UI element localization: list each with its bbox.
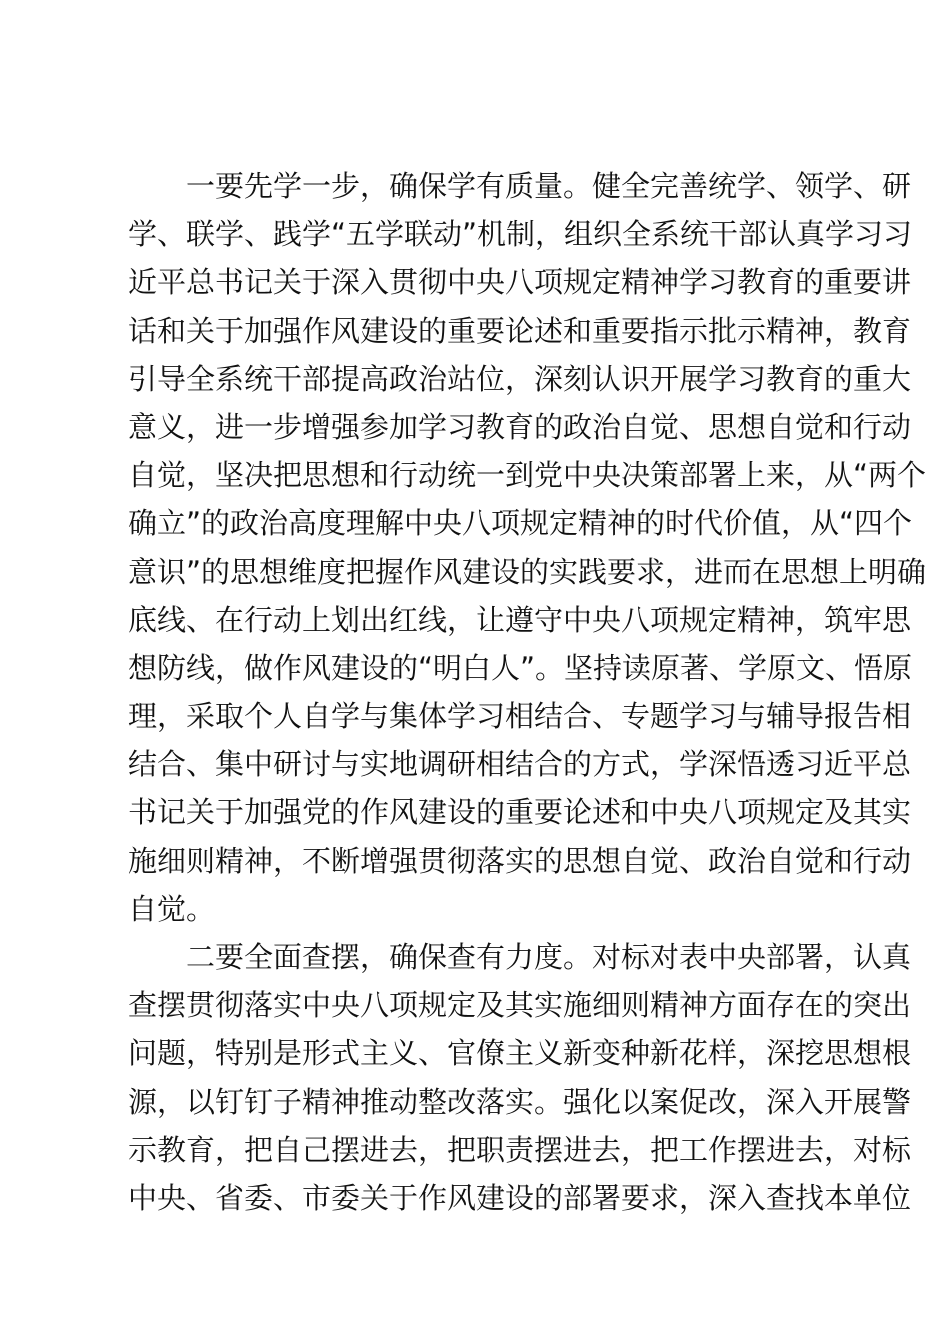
- paragraph-line: 话和关于加强作风建设的重要论述和重要指示批示精神，教育: [128, 313, 912, 348]
- paragraph-line: 自觉，坚决把思想和行动统一到党中央决策部署上来，从“两个: [128, 458, 927, 493]
- paragraph-line: 查摆贯彻落实中央八项规定及其实施细则精神方面存在的突出: [128, 988, 912, 1023]
- paragraph-line: 施细则精神，不断增强贯彻落实的思想自觉、政治自觉和行动: [128, 843, 912, 878]
- paragraph-line: 想防线，做作风建设的“明白人”。坚持读原著、学原文、悟原: [128, 650, 913, 685]
- paragraph-1: [128, 162, 927, 933]
- paragraph-line: 引导全系统干部提高政治站位，深刻认识开展学习教育的重大: [128, 361, 912, 396]
- paragraph-line: 源，以钉钉子精神推动整改落实。强化以案促改，深入开展警: [128, 1084, 912, 1119]
- paragraph-line: 近平总书记关于深入贯彻中央八项规定精神学习教育的重要讲: [128, 265, 912, 300]
- paragraph-line: 意识”的思想维度把握作风建设的实践要求，进而在思想上明确: [128, 554, 927, 589]
- paragraph-line: 底线、在行动上划出红线，让遵守中央八项规定精神，筑牢思: [128, 602, 912, 637]
- paragraph-line: 示教育，把自己摆进去，把职责摆进去，把工作摆进去，对标: [128, 1132, 912, 1167]
- paragraph-line: 意义，进一步增强参加学习教育的政治自觉、思想自觉和行动: [128, 409, 912, 444]
- paragraph-line: 二要全面查摆，确保查有力度。对标对表中央部署，认真: [186, 940, 912, 974]
- paragraph-line: 确立”的政治高度理解中央八项规定精神的时代价值，从“四个: [128, 506, 913, 541]
- paragraph-2: [128, 933, 912, 1222]
- paragraph-line: 结合、集中研讨与实地调研相结合的方式，学深悟透习近平总: [128, 747, 912, 782]
- document-body: [128, 162, 927, 1222]
- paragraph-line: 中央、省委、市委关于作风建设的部署要求，深入查找本单位: [128, 1180, 912, 1215]
- paragraph-line: 一要先学一步，确保学有质量。健全完善统学、领学、研: [186, 169, 912, 203]
- paragraph-line: 书记关于加强党的作风建设的重要论述和中央八项规定及其实: [128, 795, 912, 830]
- paragraph-line: 学、联学、践学“五学联动”机制，组织全系统干部认真学习习: [128, 217, 913, 252]
- paragraph-line: 自觉。: [128, 891, 216, 926]
- paragraph-line: 理，采取个人自学与集体学习相结合、专题学习与辅导报告相: [128, 699, 912, 734]
- paragraph-line: 问题，特别是形式主义、官僚主义新变种新花样，深挖思想根: [128, 1036, 912, 1071]
